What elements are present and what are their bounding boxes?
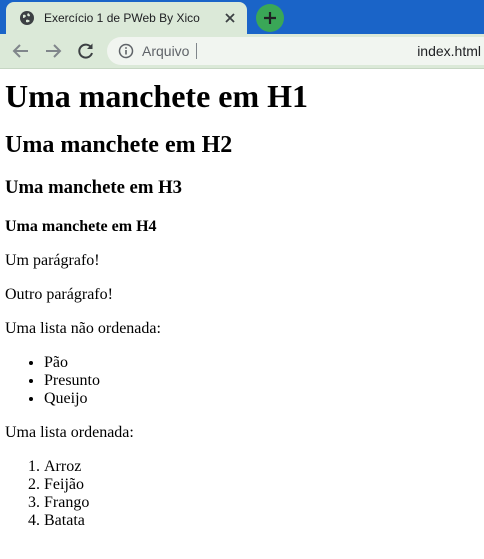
url-scheme-label: Arquivo xyxy=(142,43,190,59)
tab-strip xyxy=(0,0,484,34)
omnibox-divider xyxy=(196,43,197,59)
new-tab-button[interactable] xyxy=(256,4,284,32)
paragraph-1: Um parágrafo! xyxy=(5,252,100,269)
page-content xyxy=(0,78,484,530)
close-tab-icon[interactable] xyxy=(222,10,238,26)
ordered-list-label: Uma lista ordenada: xyxy=(5,424,134,441)
back-button[interactable] xyxy=(12,42,30,60)
list-item: • Presunto xyxy=(44,372,479,390)
browser-toolbar xyxy=(0,34,484,69)
heading-h1: Uma manchete em H1 xyxy=(5,78,309,114)
plus-icon xyxy=(263,11,277,25)
ordered-list xyxy=(5,458,479,530)
list-item: 2. Feijão xyxy=(44,476,479,494)
arrow-left-icon xyxy=(12,42,30,60)
unordered-list-label: Uma lista não ordenada: xyxy=(5,320,161,337)
list-item: 1. Arroz xyxy=(44,458,479,476)
reload-icon xyxy=(77,42,95,60)
heading-h2: Uma manchete em H2 xyxy=(5,132,233,158)
list-item: • Queijo xyxy=(44,390,479,408)
list-item: 4. Batata xyxy=(44,512,479,530)
paragraph-2: Outro parágrafo! xyxy=(5,286,113,303)
list-item: 3. Frango xyxy=(44,494,479,512)
url-text[interactable]: index.html xyxy=(417,43,481,59)
globe-icon xyxy=(19,10,35,26)
tab-title: Exercício 1 de PWeb By Xico xyxy=(44,11,200,25)
address-bar[interactable] xyxy=(107,37,484,65)
browser-chrome xyxy=(0,0,484,69)
reload-button[interactable] xyxy=(77,42,95,60)
forward-button[interactable] xyxy=(44,42,62,60)
heading-h3: Uma manchete em H3 xyxy=(5,177,182,198)
info-icon[interactable] xyxy=(118,43,134,59)
browser-tab[interactable] xyxy=(6,2,247,34)
list-item: • Pão xyxy=(44,354,479,372)
arrow-right-icon xyxy=(44,42,62,60)
unordered-list xyxy=(5,354,479,408)
heading-h4: Uma manchete em H4 xyxy=(5,218,157,235)
